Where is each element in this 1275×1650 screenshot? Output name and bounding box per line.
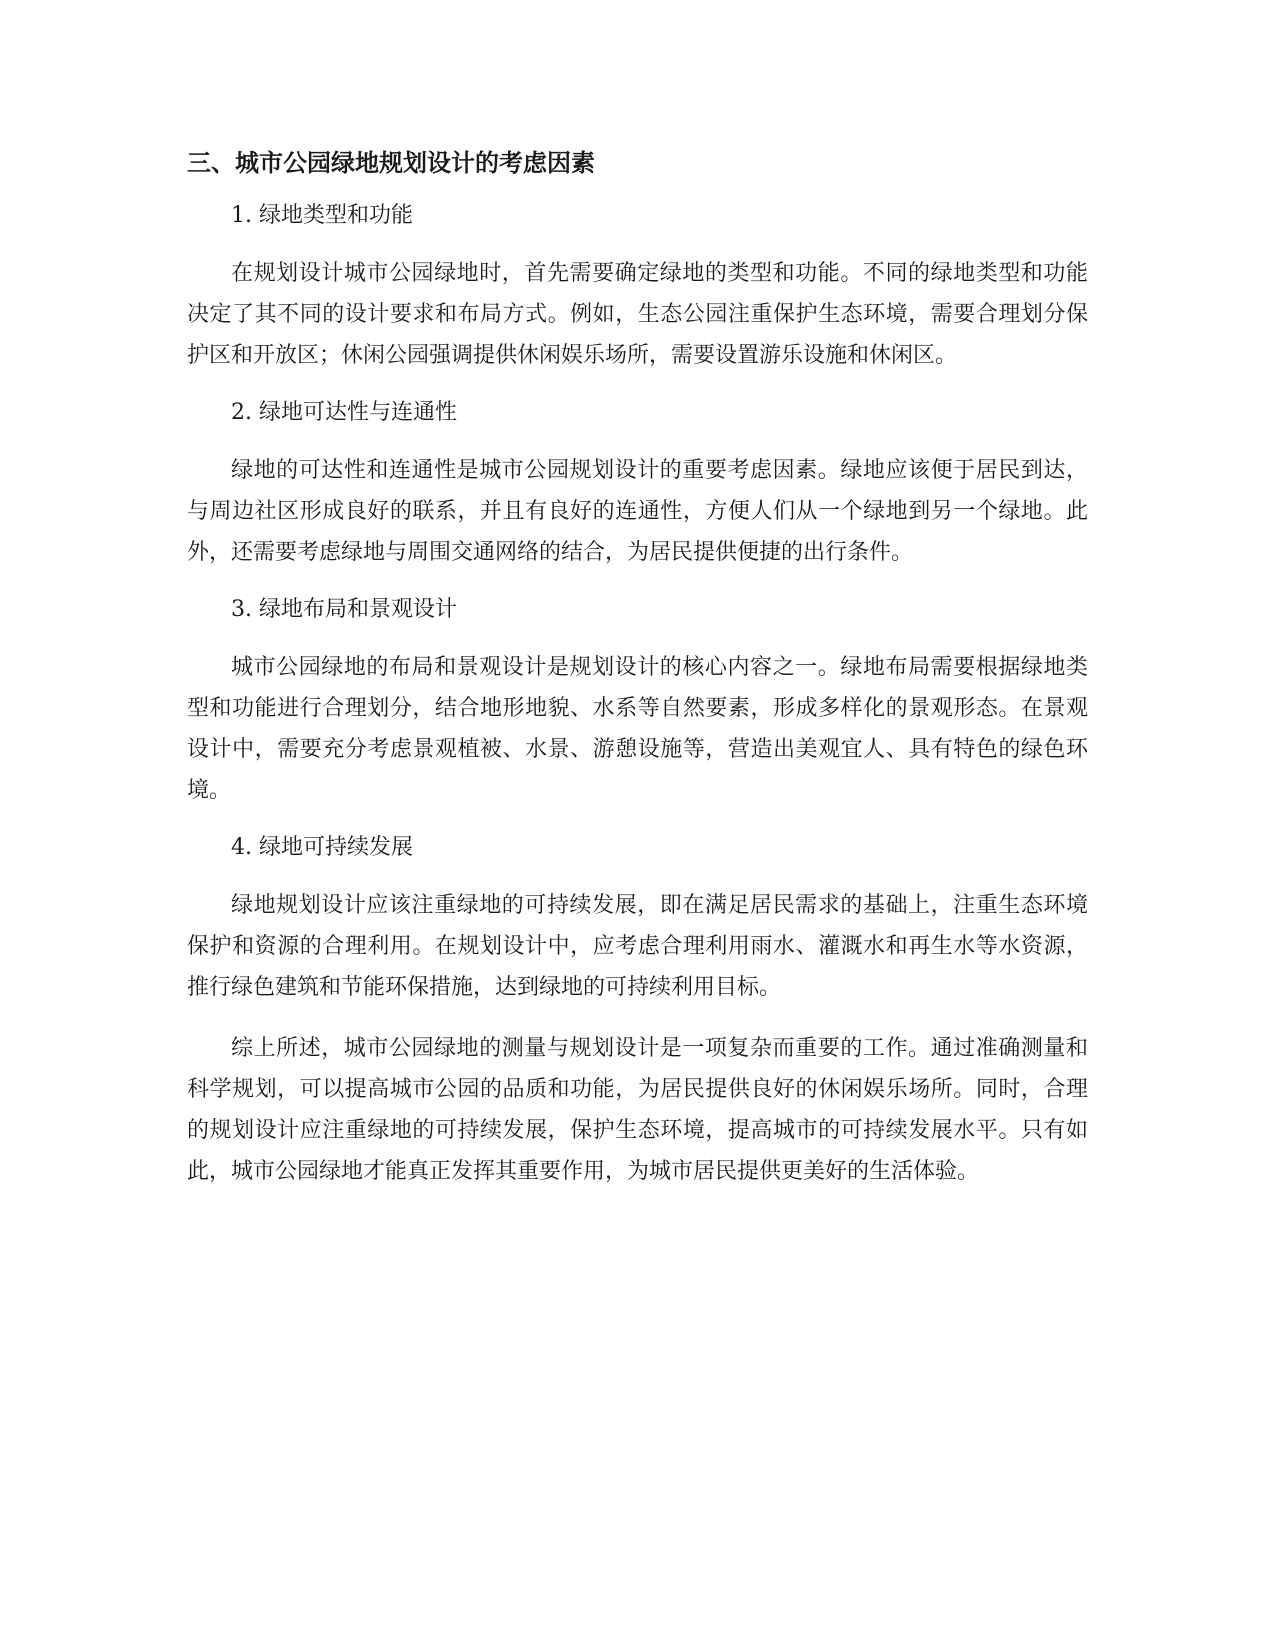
paragraph-3: 城市公园绿地的布局和景观设计是规划设计的核心内容之一。绿地布局需要根据绿地类型和功能进行合理划分，结合地形地貌、水系等自然要素，形成多样化的景观形态。在景观设计中，需要充分考虑景观植被、水景、游憩设施等，营造出美观宜人、具有特色的绿色环境。 [187,655,1088,803]
subheading-3: 3. 绿地布局和景观设计 [231,597,457,622]
document-body [187,146,1088,1192]
subheading-4: 4. 绿地可持续发展 [231,835,413,860]
conclusion-paragraph: 综上所述，城市公园绿地的测量与规划设计是一项复杂而重要的工作。通过准确测量和科学规划，可以提高城市公园的品质和功能，为居民提供良好的休闲娱乐场所。同时，合理的规划设计应注重绿地的可持续发展，保护生态环境，提高城市的可持续发展水平。只有如此，城市公园绿地才能真正发挥其重要作用，为城市居民提供更美好的生活体验。 [187,1036,1088,1184]
paragraph-2: 绿地的可达性和连通性是城市公园规划设计的重要考虑因素。绿地应该便于居民到达，与周边社区形成良好的联系，并且有良好的连通性，方便人们从一个绿地到另一个绿地。此外，还需要考虑绿地与周围交通网络的结合，为居民提供便捷的出行条件。 [187,458,1088,565]
paragraph-4: 绿地规划设计应该注重绿地的可持续发展，即在满足居民需求的基础上，注重生态环境保护和资源的合理利用。在规划设计中，应考虑合理利用雨水、灌溉水和再生水等水资源，推行绿色建筑和节能环保措施，达到绿地的可持续利用目标。 [187,893,1088,1000]
subheading-1: 1. 绿地类型和功能 [231,203,413,228]
paragraph-1: 在规划设计城市公园绿地时，首先需要确定绿地的类型和功能。不同的绿地类型和功能决定了其不同的设计要求和布局方式。例如，生态公园注重保护生态环境，需要合理划分保护区和开放区；休闲公园强调提供休闲娱乐场所，需要设置游乐设施和休闲区。 [187,261,1088,368]
section-title: 三、城市公园绿地规划设计的考虑因素 [187,149,595,177]
subheading-2: 2. 绿地可达性与连通性 [231,400,457,425]
